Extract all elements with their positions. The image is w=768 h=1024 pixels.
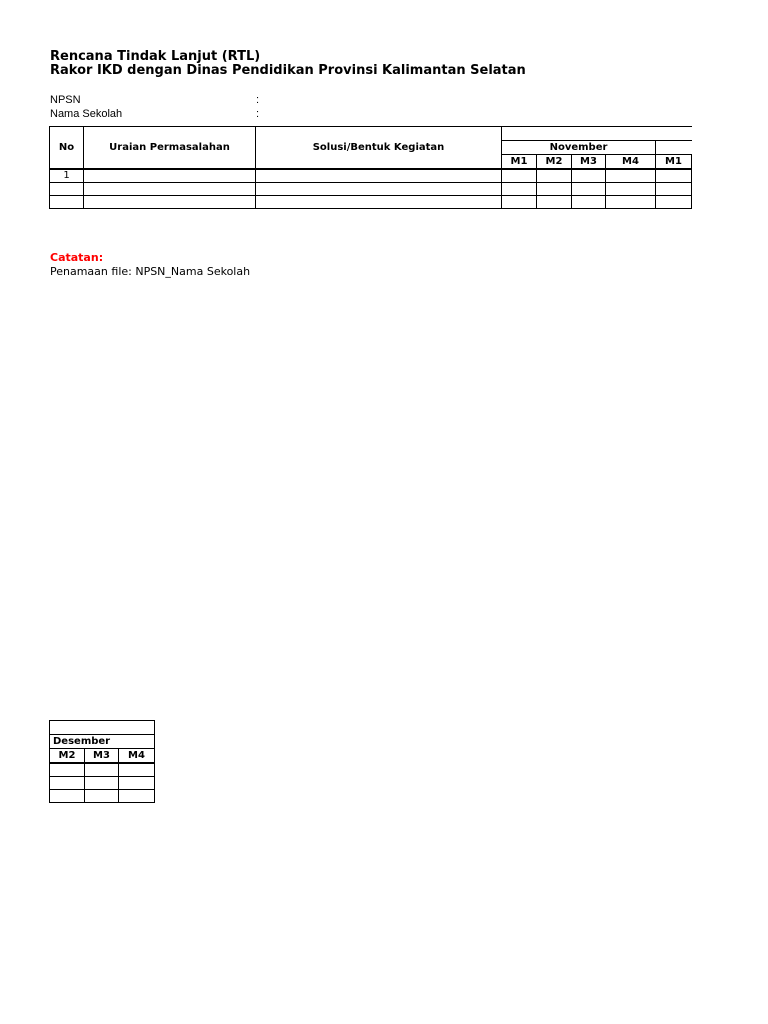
- week-cell[interactable]: [537, 183, 572, 196]
- table-row: [50, 183, 692, 196]
- uraian-cell[interactable]: [84, 183, 256, 196]
- table-row: [50, 196, 692, 209]
- uraian-cell[interactable]: [84, 196, 256, 209]
- schedule-header-blank: [502, 127, 692, 141]
- week-cell[interactable]: [119, 790, 155, 803]
- week-header-des-m3: M3: [85, 749, 119, 764]
- week-cell[interactable]: [572, 183, 606, 196]
- week-cell[interactable]: [502, 196, 537, 209]
- nama-sekolah-colon: :: [256, 108, 260, 120]
- week-cell[interactable]: [572, 169, 606, 183]
- row-no-cell[interactable]: [50, 183, 84, 196]
- nama-sekolah-label: Nama Sekolah: [50, 108, 123, 120]
- week-cell[interactable]: [606, 183, 656, 196]
- week-header-des-m4: M4: [119, 749, 155, 764]
- table-row: [50, 777, 155, 790]
- week-header-nov-m2: M2: [537, 155, 572, 170]
- month-header-desember: Desember: [50, 735, 155, 749]
- solusi-cell[interactable]: [256, 196, 502, 209]
- week-header-next-m1: M1: [656, 155, 692, 170]
- table-row: [50, 169, 692, 183]
- week-cell[interactable]: [572, 196, 606, 209]
- rtl-table: [49, 126, 692, 209]
- week-cell[interactable]: [537, 196, 572, 209]
- row-no-cell[interactable]: 1: [50, 169, 84, 183]
- week-cell[interactable]: [50, 777, 85, 790]
- week-cell[interactable]: [85, 777, 119, 790]
- rtl-table-continuation: [49, 720, 155, 803]
- col-header-solusi: Solusi/Bentuk Kegiatan: [256, 127, 502, 170]
- week-cell[interactable]: [606, 169, 656, 183]
- week-cell[interactable]: [656, 183, 692, 196]
- npsn-colon: :: [256, 94, 260, 106]
- week-cell[interactable]: [656, 169, 692, 183]
- week-cell[interactable]: [85, 790, 119, 803]
- continuation-header-blank: [50, 721, 155, 735]
- week-cell[interactable]: [50, 790, 85, 803]
- month-header-november: November: [502, 141, 656, 155]
- week-header-nov-m3: M3: [572, 155, 606, 170]
- week-cell[interactable]: [502, 183, 537, 196]
- week-cell[interactable]: [656, 196, 692, 209]
- notes-label: Catatan:: [50, 251, 104, 264]
- notes-text: Penamaan file: NPSN_Nama Sekolah: [50, 265, 251, 278]
- week-header-nov-m4: M4: [606, 155, 656, 170]
- week-header-des-m2: M2: [50, 749, 85, 764]
- week-cell[interactable]: [85, 763, 119, 777]
- col-header-uraian: Uraian Permasalahan: [84, 127, 256, 170]
- npsn-label: NPSN: [50, 94, 81, 106]
- col-header-no: No: [50, 127, 84, 170]
- week-cell[interactable]: [119, 777, 155, 790]
- week-header-nov-m1: M1: [502, 155, 537, 170]
- document-title: Rencana Tindak Lanjut (RTL): [50, 49, 261, 64]
- row-no-cell[interactable]: [50, 196, 84, 209]
- week-cell[interactable]: [502, 169, 537, 183]
- week-cell[interactable]: [537, 169, 572, 183]
- month-header-next: [656, 141, 692, 155]
- document-subtitle: Rakor IKD dengan Dinas Pendidikan Provinsi Kalimantan Selatan: [50, 63, 526, 78]
- table-row: [50, 790, 155, 803]
- solusi-cell[interactable]: [256, 169, 502, 183]
- week-cell[interactable]: [119, 763, 155, 777]
- week-cell[interactable]: [606, 196, 656, 209]
- week-cell[interactable]: [50, 763, 85, 777]
- uraian-cell[interactable]: [84, 169, 256, 183]
- solusi-cell[interactable]: [256, 183, 502, 196]
- table-row: [50, 763, 155, 777]
